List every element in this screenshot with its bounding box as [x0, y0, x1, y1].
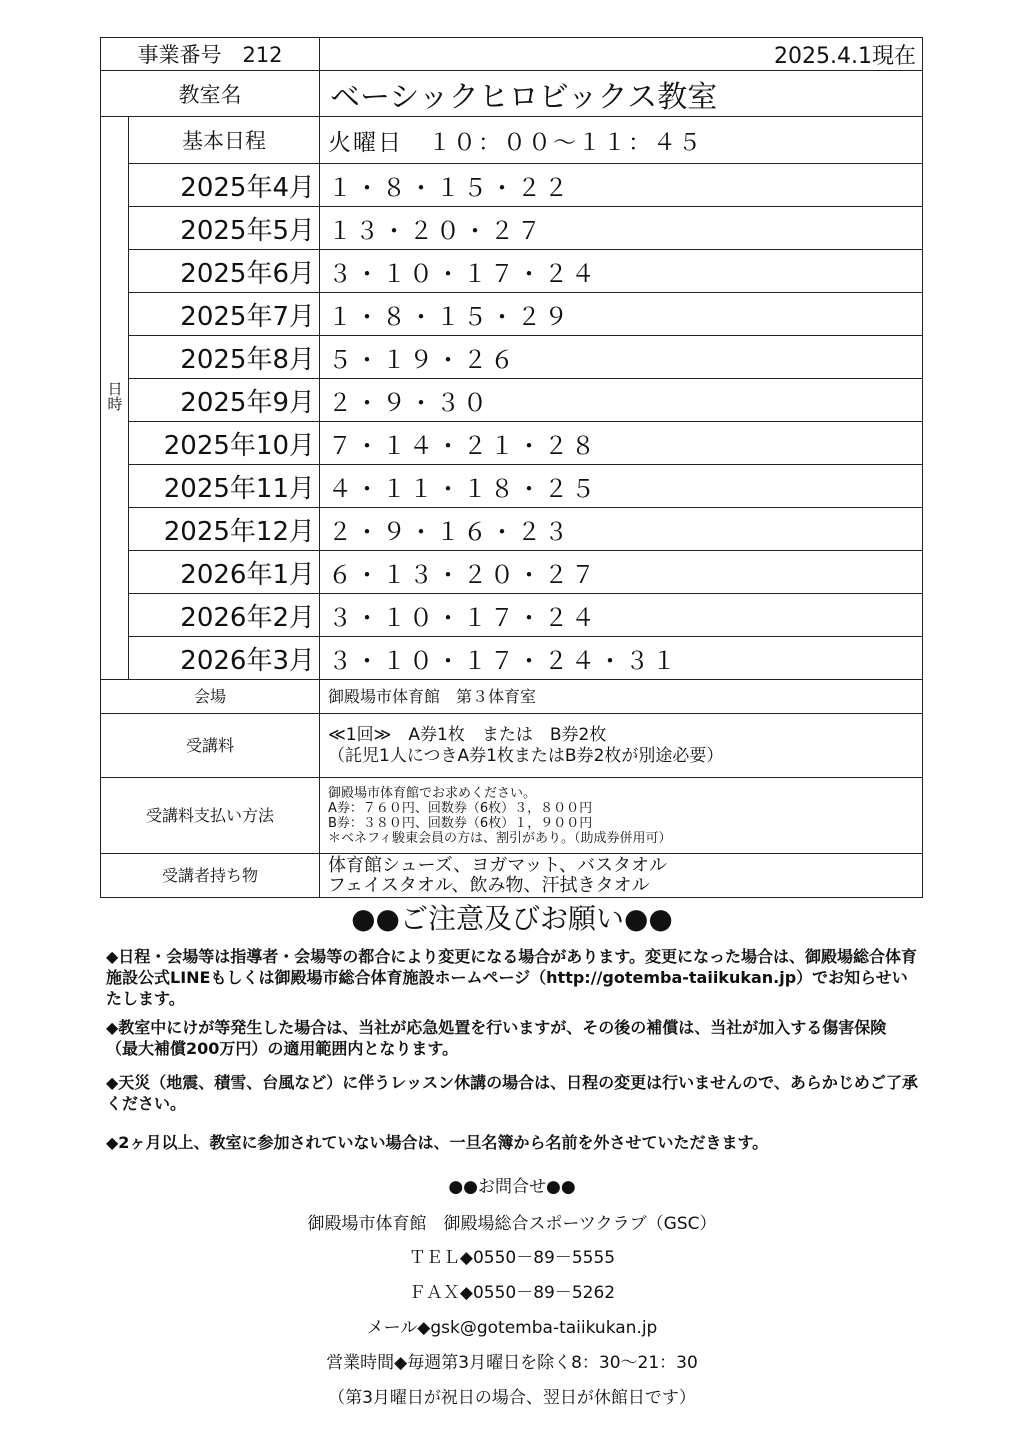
month-dates: ２・９・３０ — [320, 379, 923, 422]
month-label: 2025年8月 — [129, 336, 320, 379]
fee-line: ≪1回≫ A券1枚 または B券2枚 — [328, 724, 607, 745]
month-row — [101, 508, 923, 551]
month-label: 2026年1月 — [129, 551, 320, 594]
month-dates: ３・１０・１７・２４・３１ — [320, 637, 923, 680]
month-row — [101, 551, 923, 594]
venue-value: 御殿場市体育館 第３体育室 — [320, 680, 923, 714]
venue-label: 会場 — [101, 680, 320, 714]
header-row — [101, 38, 923, 71]
belongings-line: フェイスタオル、飲み物、汗拭きタオル — [328, 874, 650, 896]
month-label: 2025年4月 — [129, 164, 320, 207]
notice-item: ◆日程・会場等は指導者・会場等の都合により変更になる場合があります。変更になった場合は、御殿場総合体育施設公式LINEもしくは御殿場市総合体育施設ホームページ（http://gotemba-taiikukan.jp）でお知らせいたします。 — [106, 947, 918, 1008]
class-name-value: ベーシックヒロビックス教室 — [320, 71, 923, 117]
month-label: 2026年2月 — [129, 594, 320, 637]
fee-label: 受講料 — [101, 714, 320, 778]
month-row — [101, 422, 923, 465]
month-label: 2025年12月 — [129, 508, 320, 551]
notice-item: ◆2ヶ月以上、教室に参加されていない場合は、一旦名簿から名前を外させていただきます。 — [106, 1133, 769, 1152]
schedule-side-text: 日時 — [105, 381, 124, 411]
month-label: 2026年3月 — [129, 637, 320, 680]
month-row — [101, 637, 923, 680]
payment-line: B券：３８０円、回数券（6枚）１，９００円 — [328, 815, 593, 831]
payment-row — [101, 778, 923, 854]
month-row — [101, 164, 923, 207]
payment-line: A券：７６０円、回数券（6枚）３，８００円 — [328, 800, 593, 816]
month-row — [101, 594, 923, 637]
payment-line: ＊ベネフィ駿東会員の方は、割引があり。（助成券併用可） — [328, 830, 672, 846]
month-row — [101, 336, 923, 379]
month-dates: ２・９・１６・２３ — [320, 508, 923, 551]
month-label: 2025年7月 — [129, 293, 320, 336]
belongings-label: 受講者持ち物 — [101, 854, 320, 898]
venue-row — [101, 680, 923, 714]
program-number: 事業番号 212 — [101, 38, 320, 71]
month-dates: １・８・１５・２２ — [320, 164, 923, 207]
month-label: 2025年10月 — [129, 422, 320, 465]
notice-item: ◆天災（地震、積雪、台風など）に伴うレッスン休講の場合は、日程の変更は行いませんので、あらかじめご了承ください。 — [106, 1073, 918, 1113]
class-name-row — [101, 71, 923, 117]
month-row — [101, 379, 923, 422]
contact-mail: メール◆gsk@gotemba-taiikukan.jp — [366, 1318, 658, 1338]
belongings-row — [101, 854, 923, 898]
fee-row — [101, 714, 923, 778]
class-info-table — [100, 37, 923, 898]
base-schedule-value: 火曜日 １０：００～１１：４５ — [320, 117, 923, 164]
month-dates: ６・１３・２０・２７ — [320, 551, 923, 594]
base-schedule-label: 基本日程 — [129, 117, 320, 164]
contact-tel: ＴＥＬ◆0550－89－5555 — [408, 1248, 616, 1268]
fee-value — [320, 714, 923, 778]
fee-line: （託児1人につきA券1枚またはB券2枚が別途必要） — [328, 745, 724, 766]
contact-note: （第3月曜日が祝日の場合、翌日が休館日です） — [328, 1388, 696, 1408]
month-label: 2025年9月 — [129, 379, 320, 422]
belongings-value — [320, 854, 923, 898]
notice-item: ◆教室中にけが等発生した場合は、当社が応急処置を行いますが、その後の補償は、当社が加入する傷害保険（最大補償200万円）の適用範囲内となります。 — [106, 1018, 887, 1058]
month-label: 2025年6月 — [129, 250, 320, 293]
month-row — [101, 250, 923, 293]
notice-heading: ●●ご注意及びお願い●● — [351, 902, 673, 935]
payment-value — [320, 778, 923, 854]
as-of-date: 2025.4.1現在 — [320, 38, 923, 71]
month-row — [101, 207, 923, 250]
month-dates: ３・１０・１７・２４ — [320, 594, 923, 637]
class-name-label: 教室名 — [101, 71, 320, 117]
contact-fax: ＦＡＸ◆0550－89－5262 — [408, 1283, 616, 1303]
month-dates: ７・１４・２１・２８ — [320, 422, 923, 465]
month-row — [101, 293, 923, 336]
month-label: 2025年5月 — [129, 207, 320, 250]
contact-heading: ●●お問合せ●● — [448, 1177, 576, 1197]
payment-line: 御殿場市体育館でお求めください。 — [328, 785, 537, 801]
belongings-line: 体育館シューズ、ヨガマット、バスタオル — [328, 854, 667, 876]
base-schedule-row — [101, 117, 923, 164]
month-dates: ４・１１・１８・２５ — [320, 465, 923, 508]
schedule-side-label — [101, 117, 129, 680]
month-label: 2025年11月 — [129, 465, 320, 508]
month-dates: ５・１９・２６ — [320, 336, 923, 379]
contact-hours: 営業時間◆毎週第3月曜日を除く8：30～21：30 — [326, 1353, 698, 1373]
payment-label: 受講料支払い方法 — [101, 778, 320, 854]
month-dates: １・８・１５・２９ — [320, 293, 923, 336]
month-dates: ３・１０・１７・２４ — [320, 250, 923, 293]
month-dates: １３・２０・２７ — [320, 207, 923, 250]
contact-org: 御殿場市体育館 御殿場総合スポーツクラブ（GSC） — [307, 1214, 717, 1234]
month-row — [101, 465, 923, 508]
